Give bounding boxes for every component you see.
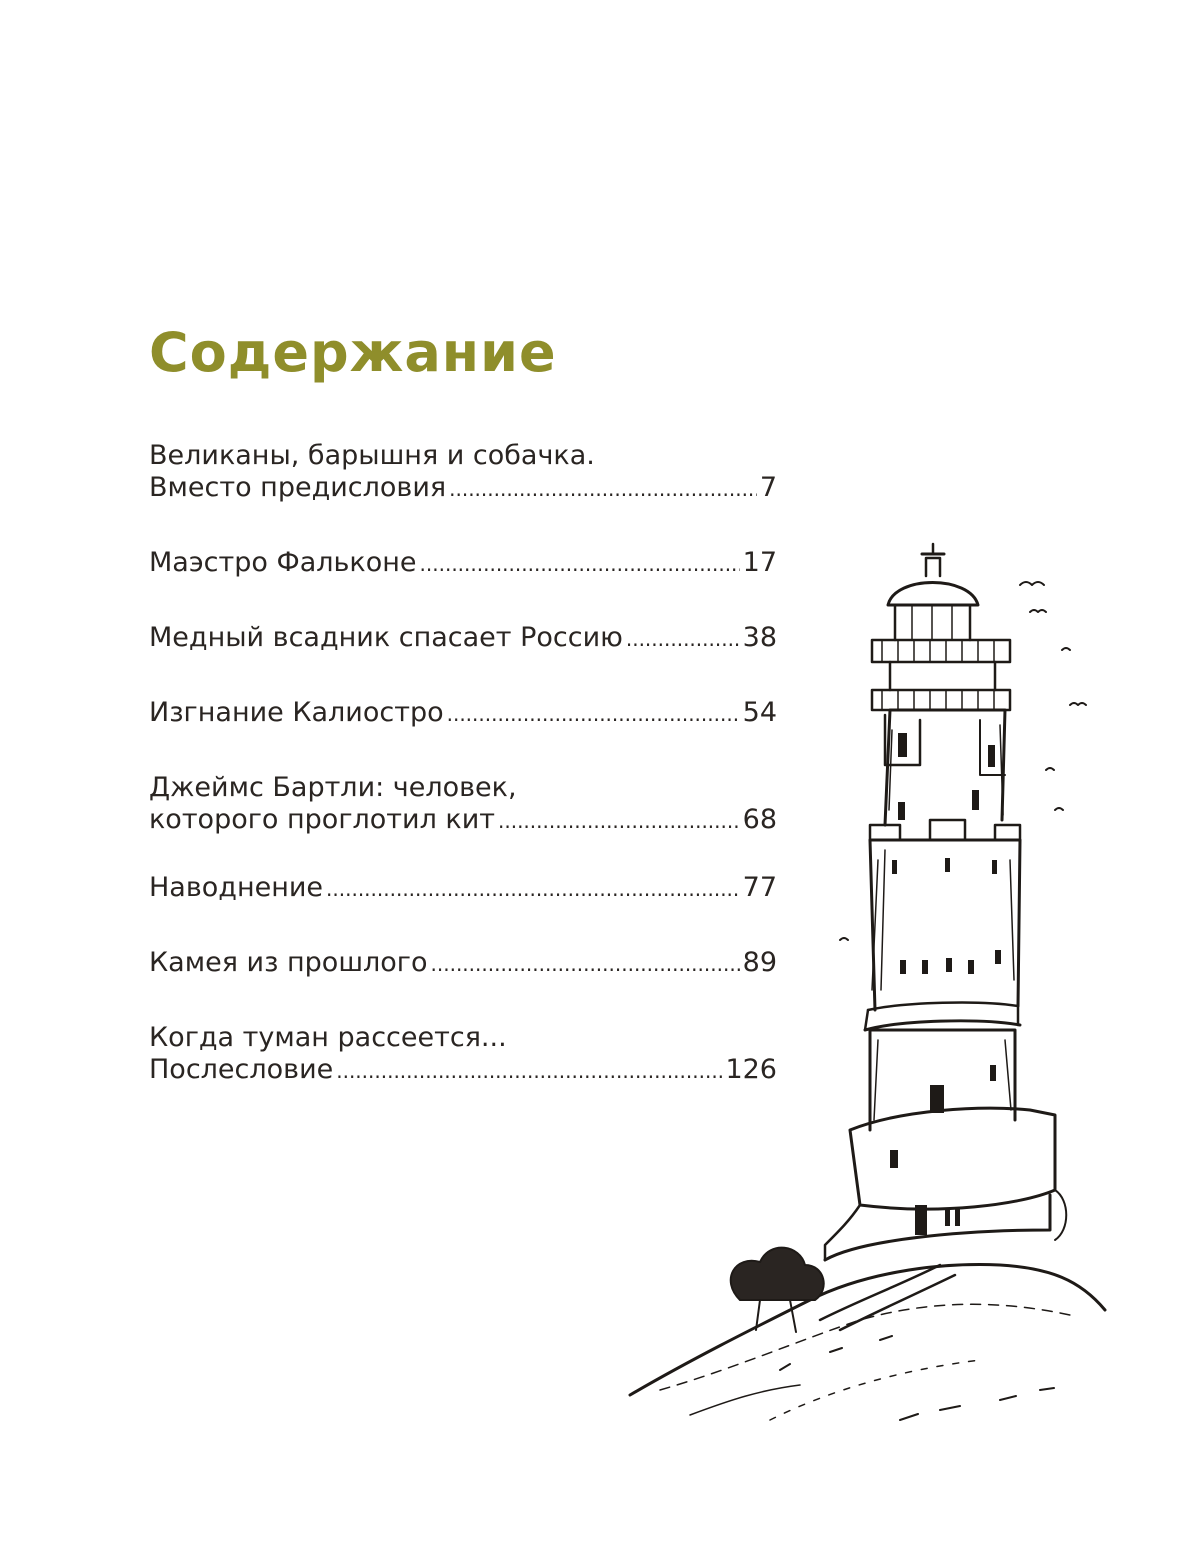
- toc-entry-title-line: Джеймс Бартли: человек,: [149, 772, 517, 803]
- leader-dots: [449, 473, 757, 505]
- lighthouse-icon: [600, 540, 1120, 1470]
- toc-entry-title: Наводнение: [149, 872, 324, 903]
- toc-entry-page: 7: [759, 472, 777, 503]
- toc-entry-page: 17: [742, 547, 777, 578]
- toc-entry-page: 77: [742, 872, 777, 903]
- toc-entry-page: 54: [742, 697, 777, 728]
- page-title: Содержание: [149, 321, 557, 384]
- toc-entry-title-line: Великаны, барышня и собачка.: [149, 440, 595, 471]
- toc-entry-page: 89: [742, 947, 777, 978]
- toc-entry-title: Послесловие: [149, 1054, 334, 1085]
- toc-entry-title: Вместо предисловия: [149, 472, 447, 503]
- toc-entry-page: 68: [742, 804, 777, 835]
- toc-entry: [149, 440, 777, 505]
- toc-entry-title: Камея из прошлого: [149, 947, 428, 978]
- toc-entry-title: Маэстро Фальконе: [149, 547, 417, 578]
- toc-entry-page: 38: [742, 622, 777, 653]
- toc-entry-title: Изгнание Калиостро: [149, 697, 444, 728]
- toc-entry-title: которого проглотил кит: [149, 804, 495, 835]
- toc-entry-page: 126: [725, 1054, 777, 1085]
- toc-entry-title: Медный всадник спасает Россию: [149, 622, 623, 653]
- toc-entry-title-line: Когда туман рассеется...: [149, 1022, 507, 1053]
